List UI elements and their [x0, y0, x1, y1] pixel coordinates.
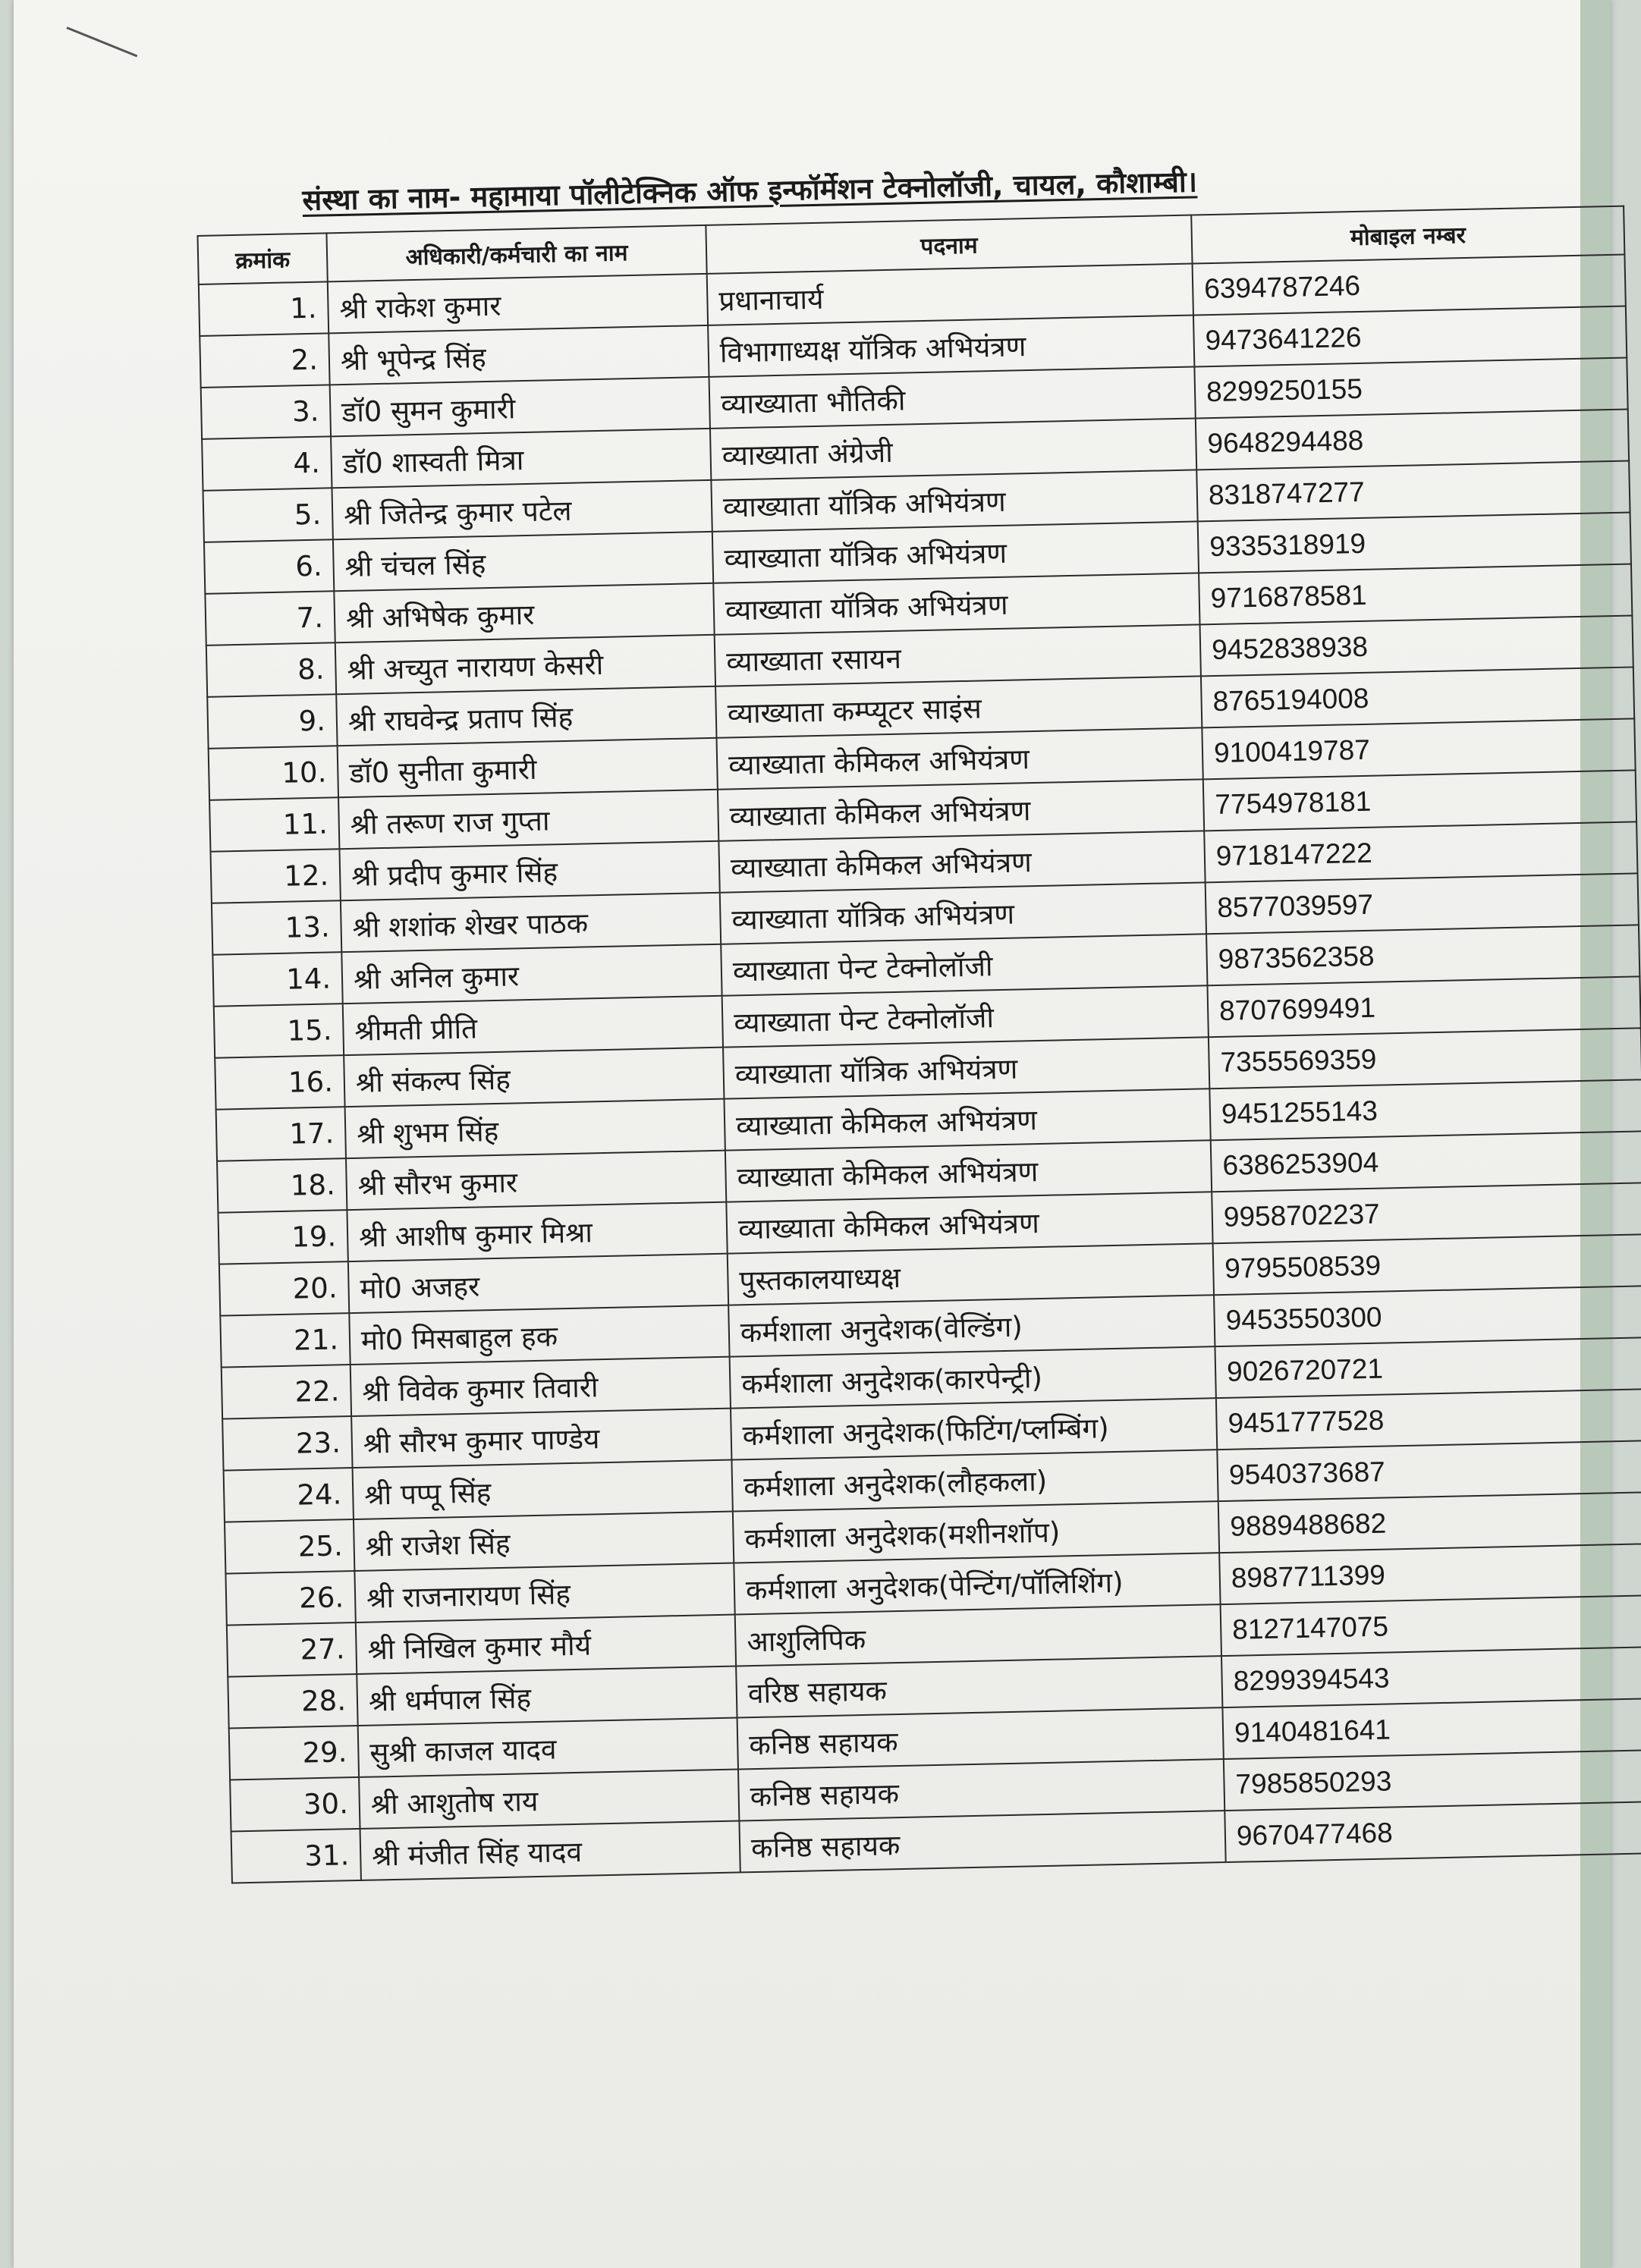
mobile-cell: 9452838938	[1200, 615, 1633, 676]
designation-cell: व्याख्याता केमिकल अभियंत्रण	[724, 1088, 1210, 1150]
name-cell: श्री आशीष कुमार मिश्रा	[347, 1202, 727, 1261]
serial-cell: 29.	[229, 1726, 359, 1780]
header-designation: पदनाम	[706, 215, 1192, 274]
mobile-cell: 9140481641	[1222, 1698, 1641, 1759]
mobile-cell: 9026720721	[1215, 1337, 1641, 1398]
designation-cell: व्याख्याता अंग्रेजी	[710, 418, 1196, 479]
name-cell: श्री अनिल कुमार	[341, 944, 721, 1004]
designation-cell: व्याख्याता पेन्ट टेक्नोलॉजी	[721, 934, 1207, 995]
designation-cell: व्याख्याता यॉत्रिक अभियंत्रण	[723, 1037, 1209, 1098]
designation-cell: कर्मशाला अनुदेशक(वेल्डिंग)	[728, 1295, 1215, 1356]
serial-cell: 5.	[203, 488, 333, 542]
designation-cell: व्याख्याता केमिकल अभियंत्रण	[716, 727, 1202, 789]
serial-cell: 3.	[201, 385, 331, 439]
name-cell: मो0 अजहर	[348, 1254, 728, 1313]
serial-cell: 13.	[212, 900, 341, 955]
mobile-cell: 9889488682	[1218, 1492, 1641, 1553]
designation-cell: कर्मशाला अनुदेशक(फिटिंग/प्लम्बिंग)	[731, 1398, 1217, 1459]
mobile-cell: 9648294488	[1196, 410, 1629, 470]
designation-cell: व्याख्याता पेन्ट टेक्नोलॉजी	[722, 985, 1209, 1047]
name-cell: श्री प्रदीप कुमार सिंह	[339, 841, 719, 900]
mobile-cell: 9716878581	[1199, 564, 1632, 624]
pen-mark	[66, 27, 137, 57]
serial-cell: 9.	[207, 694, 337, 749]
document-title: संस्था का नाम- महामाया पॉलीटेक्निक ऑफ इन्फॉर्मेशन टेक्नोलॉजी, चायल, कौशाम्बी।	[302, 165, 1198, 218]
designation-cell: प्रधानाचार्य	[707, 264, 1193, 325]
serial-cell: 14.	[212, 952, 342, 1007]
name-cell: डॉ0 सुनीता कुमारी	[338, 738, 718, 797]
name-cell: श्री चंचल सिंह	[333, 532, 713, 591]
designation-cell: पुस्तकालयाध्यक्ष	[728, 1243, 1214, 1305]
designation-cell: व्याख्याता रसायन	[715, 624, 1201, 686]
name-cell: श्री संकल्प सिंह	[344, 1048, 724, 1107]
serial-cell: 15.	[214, 1004, 344, 1058]
serial-cell: 25.	[225, 1519, 354, 1574]
serial-cell: 18.	[217, 1158, 347, 1213]
serial-cell: 31.	[231, 1829, 361, 1883]
serial-cell: 21.	[220, 1313, 350, 1368]
mobile-cell: 9958702237	[1212, 1183, 1641, 1243]
designation-cell: व्याख्याता कम्प्यूटर साइंस	[715, 676, 1202, 737]
mobile-cell: 9451255143	[1209, 1079, 1641, 1140]
name-cell: श्री पप्पू सिंह	[353, 1460, 733, 1519]
paper-sheet	[14, 0, 1611, 2268]
mobile-cell: 9100419787	[1202, 718, 1635, 779]
name-cell: श्री शुभम सिंह	[345, 1099, 725, 1158]
table-body	[199, 255, 1641, 1883]
designation-cell: आशुलिपिक	[735, 1604, 1221, 1666]
designation-cell: व्याख्याता भौतिकी	[709, 366, 1196, 428]
mobile-cell: 9451777528	[1216, 1389, 1641, 1450]
mobile-cell: 7985850293	[1224, 1750, 1641, 1811]
designation-cell: व्याख्याता यॉत्रिक अभियंत्रण	[713, 573, 1199, 634]
designation-cell: कर्मशाला अनुदेशक(पेन्टिंग/पॉलिशिंग)	[734, 1553, 1220, 1614]
staff-document	[196, 152, 1641, 1884]
mobile-cell: 8299250155	[1194, 358, 1627, 419]
mobile-cell: 9540373687	[1217, 1440, 1641, 1501]
serial-cell: 12.	[210, 849, 340, 903]
serial-cell: 10.	[209, 746, 338, 800]
name-cell: श्री अच्युत नारायण केसरी	[335, 635, 715, 694]
mobile-cell: 6394787246	[1193, 255, 1626, 316]
serial-cell: 23.	[222, 1416, 352, 1471]
serial-cell: 24.	[224, 1468, 354, 1522]
serial-cell: 2.	[200, 333, 329, 388]
name-cell: श्री तरूण राज गुप्ता	[338, 790, 718, 849]
serial-cell: 20.	[219, 1261, 349, 1316]
mobile-cell: 9335318919	[1198, 513, 1631, 573]
name-cell: डॉ0 सुमन कुमारी	[330, 377, 710, 436]
designation-cell: कर्मशाला अनुदेशक(लौहकला)	[731, 1450, 1218, 1511]
serial-cell: 11.	[209, 797, 339, 852]
mobile-cell: 9670477468	[1224, 1802, 1641, 1862]
serial-cell: 30.	[230, 1777, 360, 1832]
designation-cell: व्याख्याता केमिकल अभियंत्रण	[726, 1192, 1212, 1253]
designation-cell: व्याख्याता केमिकल अभियंत्रण	[718, 779, 1204, 840]
mobile-cell: 8318747277	[1196, 461, 1630, 522]
header-mobile: मोबाइल नम्बर	[1191, 206, 1624, 264]
serial-cell: 7.	[205, 591, 335, 646]
name-cell: श्री आशुतोष राय	[359, 1769, 739, 1828]
name-cell: श्री निखिल कुमार मौर्य	[356, 1615, 736, 1674]
name-cell: डॉ0 शास्वती मित्रा	[331, 429, 711, 488]
name-cell: श्री राकेश कुमार	[328, 274, 708, 333]
name-cell: श्री अभिषेक कुमार	[334, 583, 714, 642]
name-cell: श्री शशांक शेखर पाठक	[341, 893, 721, 952]
serial-cell: 19.	[218, 1210, 347, 1264]
designation-cell: कर्मशाला अनुदेशक(मशीनशॉप)	[733, 1501, 1219, 1563]
serial-cell: 28.	[228, 1674, 357, 1729]
designation-cell: कनिष्ठ सहायक	[739, 1811, 1225, 1872]
name-cell: श्री सौरभ कुमार	[346, 1151, 726, 1210]
mobile-cell: 9795508539	[1213, 1234, 1641, 1295]
staff-table	[196, 206, 1641, 1884]
designation-cell: व्याख्याता यॉत्रिक अभियंत्रण	[712, 521, 1199, 583]
header-name: अधिकारी/कर्मचारी का नाम	[326, 225, 706, 281]
serial-cell: 22.	[222, 1365, 351, 1419]
serial-cell: 17.	[216, 1107, 346, 1161]
mobile-cell: 9718147222	[1204, 821, 1637, 882]
mobile-cell: 9473641226	[1193, 306, 1627, 367]
name-cell: श्री भूपेन्द्र सिंह	[329, 325, 709, 385]
mobile-cell: 6386253904	[1211, 1131, 1641, 1192]
serial-cell: 6.	[204, 539, 334, 594]
mobile-cell: 8765194008	[1201, 667, 1634, 727]
designation-cell: व्याख्याता केमिकल अभियंत्रण	[725, 1140, 1212, 1202]
serial-cell: 4.	[202, 436, 332, 491]
name-cell: श्री विवेक कुमार तिवारी	[351, 1357, 731, 1416]
name-cell: सुश्री काजल यादव	[358, 1718, 738, 1777]
serial-cell: 16.	[215, 1055, 344, 1110]
mobile-cell: 8577039597	[1206, 873, 1639, 934]
designation-cell: व्याख्याता यॉत्रिक अभियंत्रण	[720, 882, 1206, 944]
designation-cell: व्याख्याता यॉत्रिक अभियंत्रण	[711, 470, 1197, 531]
header-serial: क्रमांक	[197, 233, 327, 284]
designation-cell: कनिष्ठ सहायक	[738, 1759, 1224, 1820]
name-cell: श्री राघवेन्द्र प्रताप सिंह	[336, 686, 716, 746]
mobile-cell: 8299394543	[1221, 1647, 1641, 1707]
designation-cell: व्याख्याता केमिकल अभियंत्रण	[718, 831, 1205, 892]
mobile-cell: 9453550300	[1214, 1286, 1641, 1346]
serial-cell: 26.	[225, 1571, 355, 1626]
mobile-cell: 9873562358	[1206, 925, 1639, 985]
name-cell: मो0 मिसबाहुल हक	[349, 1305, 729, 1365]
mobile-cell: 7355569359	[1209, 1028, 1641, 1088]
designation-cell: वरिष्ठ सहायक	[736, 1656, 1222, 1717]
name-cell: श्री धर्मपाल सिंह	[357, 1666, 737, 1726]
serial-cell: 8.	[206, 642, 336, 697]
designation-cell: कर्मशाला अनुदेशक(कारपेन्ट्री)	[730, 1346, 1216, 1408]
name-cell: श्री राजनारायण सिंह	[354, 1563, 734, 1622]
serial-cell: 1.	[199, 281, 329, 336]
name-cell: श्री जितेन्द्र कुमार पटेल	[332, 480, 712, 539]
name-cell: श्रीमती प्रीति	[343, 996, 723, 1055]
name-cell: श्री मंजीत सिंह यादव	[360, 1820, 740, 1880]
name-cell: श्री राजेश सिंह	[354, 1512, 734, 1571]
mobile-cell: 8707699491	[1207, 976, 1640, 1037]
mobile-cell: 8987711399	[1219, 1544, 1641, 1604]
designation-cell: कनिष्ठ सहायक	[737, 1707, 1224, 1769]
mobile-cell: 8127147075	[1221, 1595, 1641, 1656]
serial-cell: 27.	[227, 1622, 357, 1677]
designation-cell: विभागाध्यक्ष यॉत्रिक अभियंत्रण	[708, 315, 1194, 376]
mobile-cell: 7754978181	[1203, 770, 1636, 831]
name-cell: श्री सौरभ कुमार पाण्डेय	[351, 1409, 731, 1468]
